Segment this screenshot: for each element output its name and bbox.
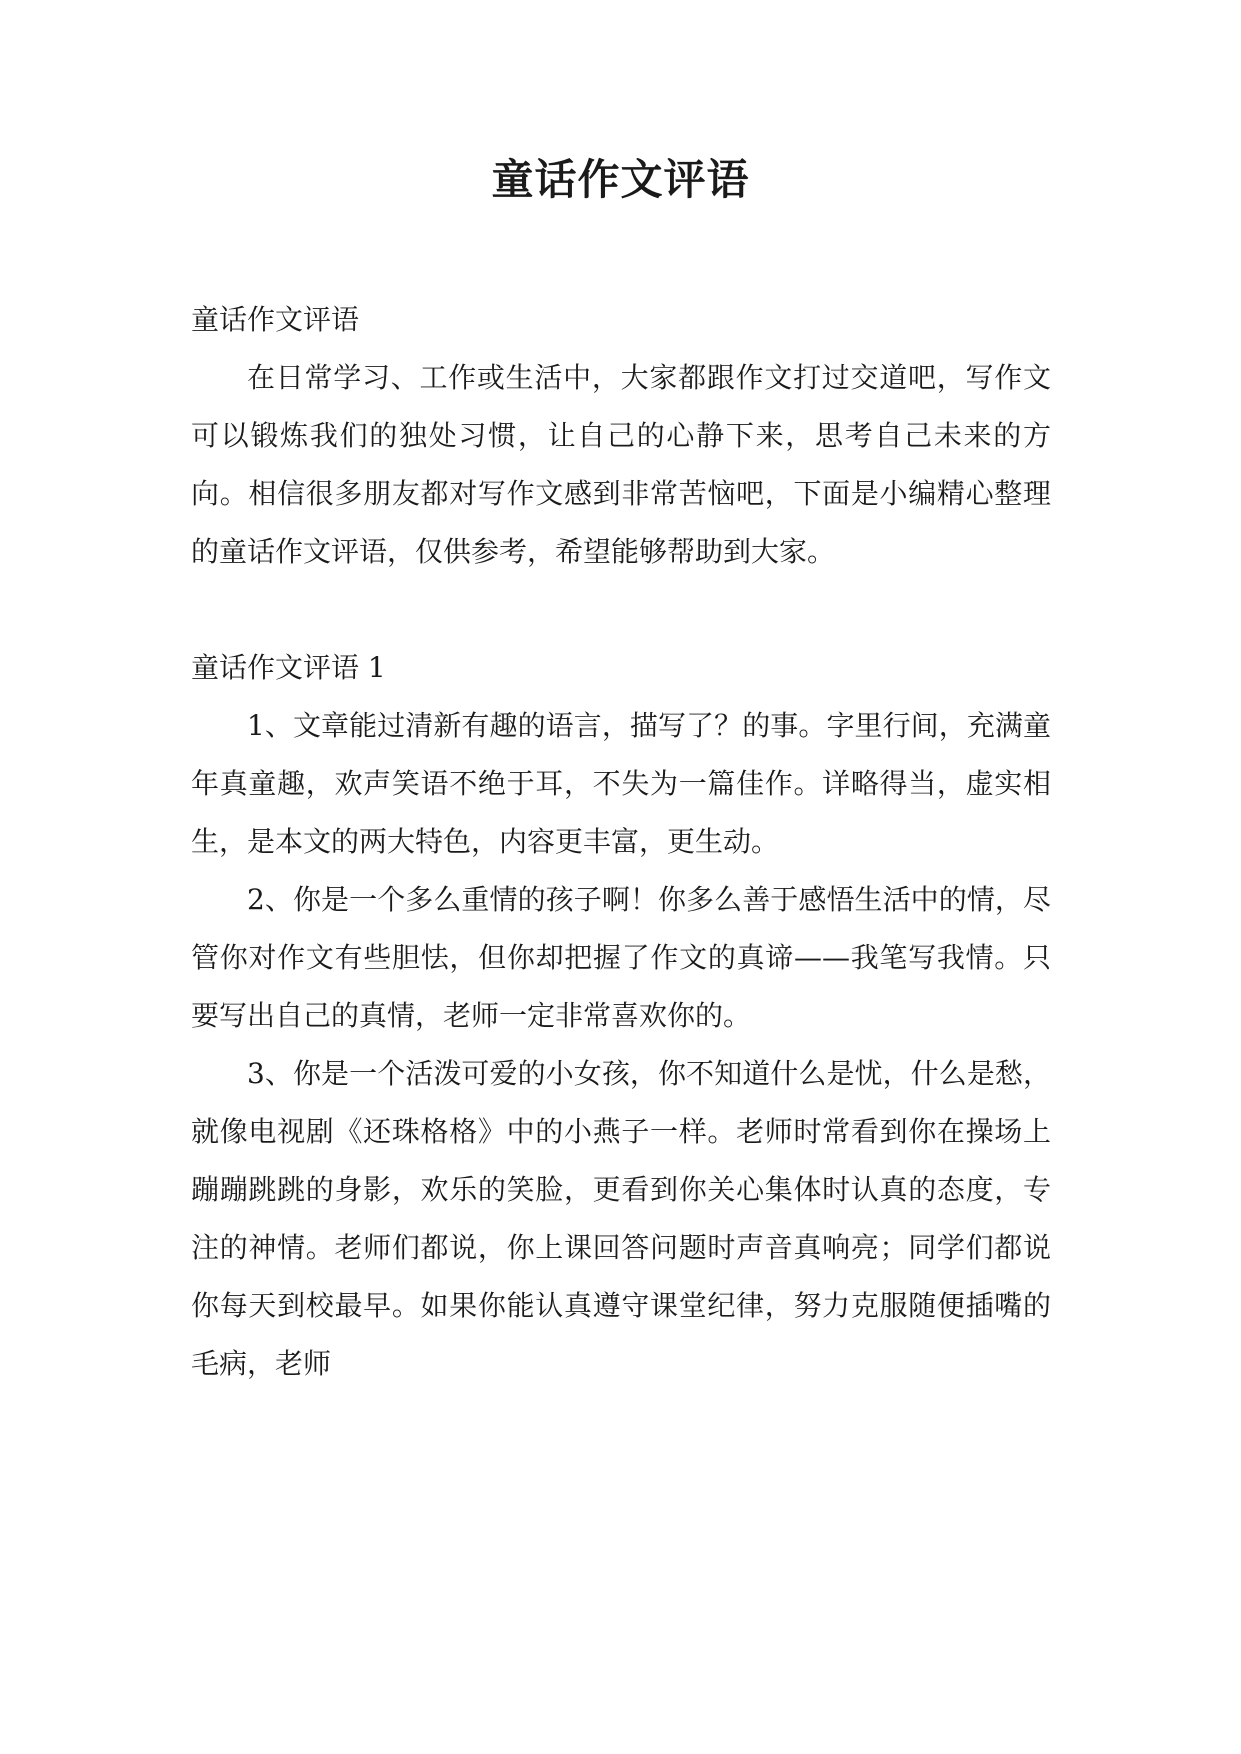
comment-paragraph-1: 1、文章能过清新有趣的语言，描写了？的事。字里行间，充满童年真童趣，欢声笑语不绝于耳，不失为一篇佳作。详略得当，虚实相生，是本文的两大特色，内容更丰富，更生动。 (191, 709, 1051, 858)
comment-paragraph-3: 3、你是一个活泼可爱的小女孩，你不知道什么是忧，什么是愁，就像电视剧《还珠格格》中的小燕子一样。老师时常看到你在操场上蹦蹦跳跳的身影，欢乐的笑脸，更看到你关心集体时认真的态度，专注的神情。老师们都说，你上课回答问题时声音真响亮；同学们都说你每天到校最早。如果你能认真遵守课堂纪律，努力克服随便插嘴的毛病，老师 (191, 1057, 1051, 1380)
intro-paragraph: 在日常学习、工作或生活中，大家都跟作文打过交道吧，写作文可以锻炼我们的独处习惯，让自己的心静下来，思考自己未来的方向。相信很多朋友都对写作文感到非常苦恼吧，下面是小编精心整理的童话作文评语，仅供参考，希望能够帮助到大家。 (191, 361, 1051, 568)
page-title: 童话作文评语 (491, 155, 750, 204)
subtitle: 童话作文评语 (191, 303, 360, 336)
section-spacer (191, 581, 1051, 639)
section-heading: 童话作文评语 1 (191, 651, 386, 684)
comment-paragraph-2: 2、你是一个多么重情的孩子啊！你多么善于感悟生活中的情，尽管你对作文有些胆怯，但你却把握了作文的真谛——我笔写我情。只要写出自己的真情，老师一定非常喜欢你的。 (191, 883, 1051, 1032)
document-body (191, 291, 1051, 1393)
